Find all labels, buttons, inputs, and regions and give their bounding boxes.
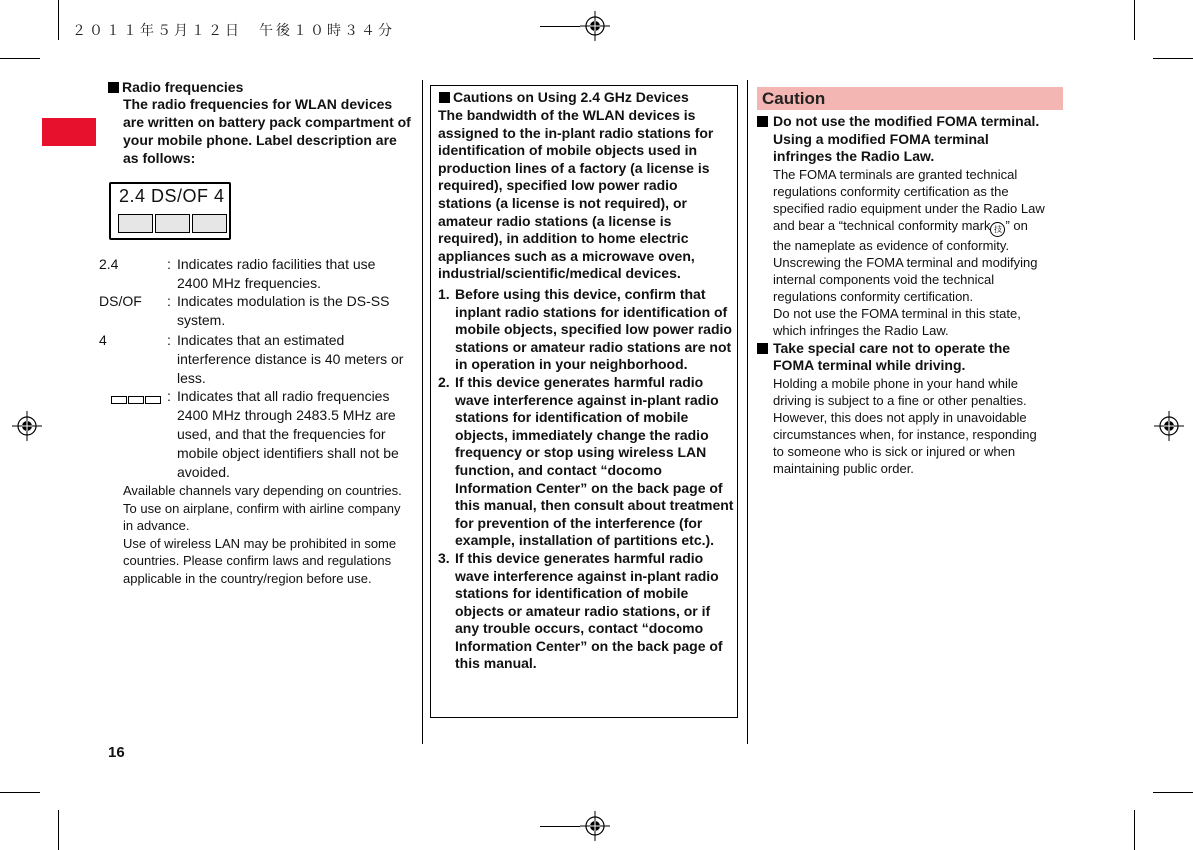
crop-mark bbox=[1153, 792, 1193, 793]
bullet-square-icon bbox=[757, 343, 768, 354]
bullet-square-icon bbox=[108, 82, 119, 93]
frequency-label-illustration bbox=[109, 182, 231, 240]
caution-section bbox=[757, 113, 1047, 477]
crop-mark bbox=[1134, 810, 1135, 850]
technical-conformity-mark-icon: 技 bbox=[990, 222, 1005, 237]
print-timestamp: ２０１１年５月１２日 午後１０時３４分 bbox=[72, 23, 395, 39]
column-divider bbox=[422, 80, 423, 744]
label-cell bbox=[192, 214, 227, 233]
registration-mark-icon bbox=[580, 11, 610, 41]
section-index-tab bbox=[42, 118, 96, 146]
label-cells-icon bbox=[111, 396, 161, 405]
section-intro: The radio frequencies for WLAN devices are written on battery pack compartment of your mobile phone. Label description are as follows: bbox=[123, 96, 411, 166]
section-heading: Radio frequencies bbox=[108, 79, 243, 95]
caution-body: Holding a mobile phone in your hand while driving is subject to a fine or other penalties. However, this does not apply in unavoidable circumstances when, for instance, responding to someone who is sick or injured or when maintaining public order. bbox=[773, 375, 1037, 476]
bullet-square-icon bbox=[439, 92, 450, 103]
registration-mark-icon bbox=[580, 811, 610, 841]
definition-item: 4 : Indicates that an estimated interference distance is 40 meters or less. bbox=[99, 332, 404, 386]
crop-mark bbox=[1134, 0, 1135, 40]
notes-block: Available channels vary depending on countries. To use on airplane, confirm with airline company in advance. Use of wireless LAN may be prohibited in some countries. Please confirm laws and regulations applicable in the country/region before use. bbox=[123, 483, 402, 586]
caution-heading: Do not use the modified FOMA terminal. Using a modified FOMA terminal infringes the Radio Law. bbox=[757, 113, 1047, 166]
registration-mark-icon bbox=[12, 411, 42, 441]
definition-item: 2.4 : Indicates radio facilities that use 2400 MHz frequencies. bbox=[99, 256, 376, 291]
cautions-intro: The bandwidth of the WLAN devices is assigned to the in-plant radio stations for identification of mobile objects used in production lines of a factory (a license is required), specified low power radio stations (a license is not required), or amateur radio stations (a license is required), in addition to home electric appliances such as a microwave oven, industrial/scientific/medical devices. bbox=[438, 107, 714, 282]
crop-mark bbox=[540, 26, 580, 27]
section-heading: Cautions on Using 2.4 GHz Devices bbox=[439, 89, 689, 105]
label-cell bbox=[155, 214, 190, 233]
frequency-label-text: 2.4 DS/OF 4 bbox=[119, 186, 225, 206]
definition-item: DS/OF : Indicates modulation is the DS-SS system. bbox=[99, 293, 390, 328]
caution-banner: Caution bbox=[757, 87, 1063, 110]
cautions-list bbox=[438, 286, 734, 673]
page-number: 16 bbox=[108, 744, 125, 761]
crop-mark bbox=[1153, 58, 1193, 59]
caution-heading: Take special care not to operate the FOMA terminal while driving. bbox=[757, 340, 1047, 375]
caution-body: The FOMA terminals are granted technical regulations conformity certification as the specified radio equipment under the Radio Law and bear a “technical conformity mark 技 ” on the nameplate as evidence of conformity. Unscrewing the FOMA terminal and modifying internal components void the technical regulations conformity certification. Do not use the FOMA terminal in this state, which infringes the Radio Law. bbox=[773, 166, 1045, 338]
crop-mark bbox=[58, 0, 59, 40]
registration-mark-icon bbox=[1154, 411, 1184, 441]
label-cell bbox=[118, 214, 153, 233]
list-item: 1. Before using this device, confirm that inplant radio stations for identification of mobile objects, specified low power radio stations or amateur radio stations are not in operation in your neighborhood. bbox=[438, 286, 732, 373]
crop-mark bbox=[58, 810, 59, 850]
column-divider bbox=[747, 80, 748, 744]
bullet-square-icon bbox=[757, 116, 768, 127]
crop-mark bbox=[540, 826, 580, 827]
definition-item: : Indicates that all radio frequencies 2400 MHz through 2483.5 MHz are used, and that the frequencies for mobile object identifiers shall not be avoided. bbox=[99, 387, 419, 482]
crop-mark bbox=[0, 58, 40, 59]
list-item: 3. If this device generates harmful radio wave interference against in-plant radio stations for identification of mobile objects or amateur radio stations, or if any trouble occurs, contact “docomo Information Center” on the back page of this manual. bbox=[438, 549, 723, 672]
list-item: 2. If this device generates harmful radio wave interference against in-plant radio stations for identification of mobile objects, immediately change the radio frequency or stop using wireless LAN function, and contact “docomo Information Center” on the back page of this manual, then consult about treatment for prevention of the interference (for example, installation of partitions etc.). bbox=[438, 373, 734, 549]
crop-mark bbox=[0, 792, 40, 793]
